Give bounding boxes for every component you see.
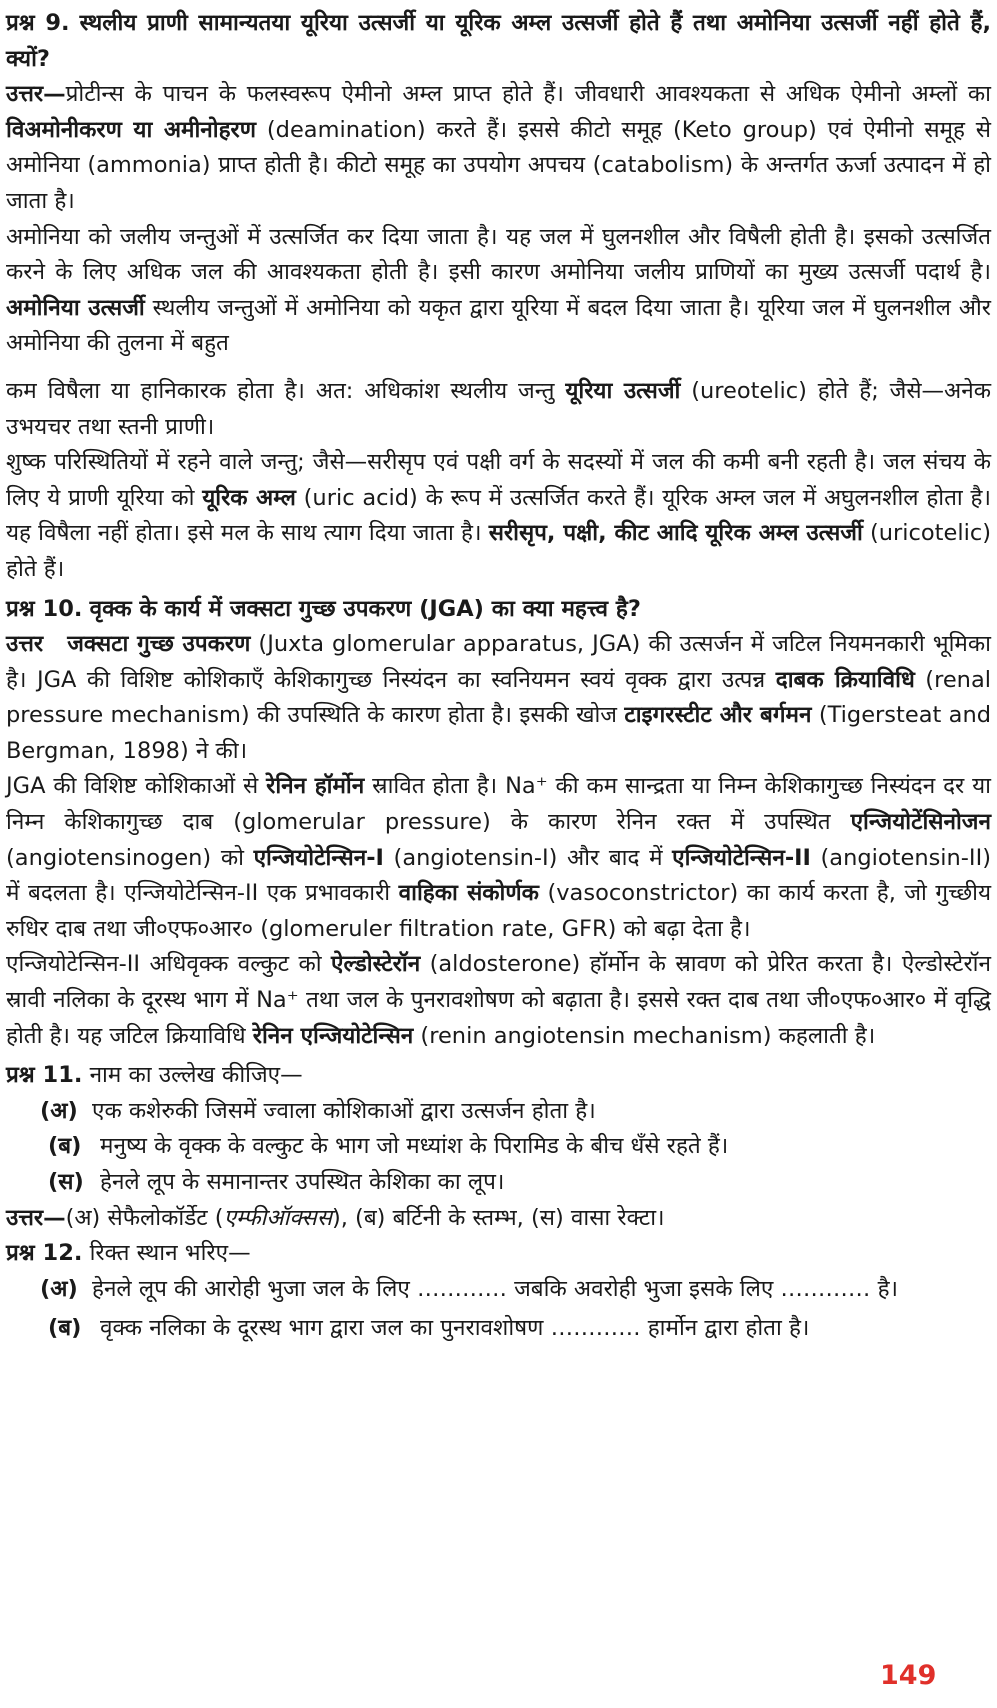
item-mark: (ब): [48, 1315, 82, 1342]
bold-term: यूरिक अम्ल: [202, 484, 296, 511]
text-run: (angiotensin-II) में बदलता है। एन्जियोटेन्सिन-II एक प्रभावकारी: [6, 844, 991, 907]
question-11-label: प्रश्न 11.: [6, 1062, 83, 1089]
text-run: एन्जियोटेन्सिन-II अधिवृक्क वल्कुट को: [6, 951, 332, 978]
item-mark: (अ): [40, 1275, 78, 1302]
item-text: मनुष्य के वृक्क के वल्कुट के भाग जो मध्यांश के पिरामिड के बीच धँसे रहते हैं।: [100, 1133, 729, 1160]
question-12: [6, 1236, 991, 1272]
question-10: [6, 592, 991, 628]
question-11-item-c: [6, 1165, 991, 1201]
text-run: JGA की विशिष्ट कोशिकाओं से: [6, 773, 267, 800]
bold-term: जक्सटा गुच्छ उपकरण: [67, 631, 251, 658]
item-mark: (अ): [40, 1097, 78, 1124]
text-run: (Juxta glomerular apparatus, JGA) की उत्सर्जन में जटिल नियमनकारी भूमिका है। JGA की विशिष्ट कोशिकाएँ केशिकागुच्छ निस्यंदन का स्वनियमन स्वयं वृक्क द्वारा उत्पन्न: [6, 631, 991, 693]
item-text: एक कशेरुकी जिसमें ज्वाला कोशिकाओं द्वारा उत्सर्जन होता है।: [92, 1097, 596, 1124]
text-run: (angiotensin-I) और बाद में: [383, 844, 673, 871]
question-9-text: स्थलीय प्राणी सामान्यतया यूरिया उत्सर्जी या यूरिक अम्ल उत्सर्जी होते हैं तथा अमोनिया उत्सर्जी नहीं होते हैं, क्यों?: [6, 10, 992, 72]
answer-10-para-1: [6, 627, 991, 769]
page-number: 149: [880, 1660, 937, 1691]
text-run: (aldosterone) हॉर्मोन के स्रावण को प्रेरित करता है। ऐल्डोस्टेरॉन स्रावी नलिका के दूरस्थ भाग में Na⁺ तथा जल के पुनरावशोषण को बढ़ाता है। इससे रक्त दाब तथा जी०एफ०आर० में वृद्धि होती है। यह जटिल क्रियाविधि: [6, 951, 991, 1049]
answer-11: [6, 1201, 991, 1237]
bold-term: दाबक क्रियाविधि: [775, 666, 915, 693]
answer-9-para-4: [6, 445, 991, 587]
bold-term: यूरिया उत्सर्जी: [565, 377, 681, 404]
text-run: कम विषैला या हानिकारक होता है। अत: अधिकांश स्थलीय जन्तु: [6, 377, 566, 404]
text-run: ), (ब) बर्टिनी के स्तम्भ, (स) वासा रेक्टा।: [331, 1204, 665, 1231]
text-run: (renin angiotensin mechanism) कहलाती है।: [413, 1022, 876, 1049]
text-run: अमोनिया को जलीय जन्तुओं में उत्सर्जित कर दिया जाता है। यह जल में घुलनशील और विषैली होती है। इसको उत्सर्जित करने के लिए अधिक जल की आवश्यकता होती है। इसी कारण अमोनिया जलीय प्राणियों का मुख्य उत्सर्जी पदार्थ है।: [6, 223, 991, 286]
answer-9-para-2: [6, 220, 991, 362]
bold-term: वाहिका संकोर्णक: [398, 880, 539, 907]
question-11: [6, 1058, 991, 1094]
question-11-item-b: [6, 1129, 991, 1165]
question-12-text: रिक्त स्थान भरिए—: [89, 1240, 251, 1267]
text-run: (angiotensinogen) को: [6, 844, 254, 871]
answer-10-para-2: [6, 769, 991, 947]
item-text: वृक्क नलिका के दूरस्थ भाग द्वारा जल का पुनरावशोषण ………… हार्मोन द्वारा होता है।: [100, 1315, 810, 1342]
text-run: (deamination) करते हैं। इससे कीटो समूह (Keto group) एवं ऐमीनो समूह से अमोनिया (ammonia) प्राप्त होती है। कीटो समूह का उपयोग अपचय (catabolism) के अन्तर्गत ऊर्जा उत्पादन में हो जाता है।: [6, 116, 991, 214]
text-run: स्रावित होता है। Na⁺ की कम सान्द्रता या निम्न केशिकागुच्छ निस्यंदन दर या निम्न केशिकागुच्छ दाब (glomerular pressure) के कारण रेनिन रक्त में उपस्थित: [6, 773, 992, 836]
bold-term: एन्जियोटेन्सिन-I: [253, 844, 384, 871]
question-10-label: प्रश्न 10.: [6, 595, 83, 622]
answer-9-para-1: [6, 77, 991, 219]
text-run: प्रोटीन्स के पाचन के फलस्वरूप ऐमीनो अम्ल प्राप्त होते हैं। जीवधारी आवश्यकता से अधिक ऐमीनो अम्लों का: [65, 81, 991, 108]
item-text: हेनले लूप की आरोही भुजा जल के लिए ………… जबकि अवरोही भुजा इसके लिए ………… है।: [92, 1275, 899, 1302]
answer-11-label: उत्तर—: [6, 1204, 66, 1231]
bold-term: विअमोनीकरण या अमीनोहरण: [6, 116, 257, 143]
bold-term: सरीसृप, पक्षी, कीट आदि यूरिक अम्ल उत्सर्जी: [488, 520, 863, 547]
bold-term: रेनिन हॉर्मोन: [266, 773, 365, 800]
text-run: (अ) सेफैलोकॉर्डेट (: [65, 1204, 224, 1231]
answer-10-para-3: [6, 947, 991, 1054]
bold-term: ऐल्डोस्टेरॉन: [331, 951, 421, 978]
question-12-label: प्रश्न 12.: [6, 1240, 83, 1267]
bold-term: एन्जियोटेंसिनोजन: [850, 809, 991, 836]
text-run: (uric acid) के रूप में उत्सर्जित करते हैं। यूरिक अम्ल जल में अघुलनशील होता है। यह विषैला नहीं होता। इसे मल के साथ त्याग दिया जाता है।: [6, 484, 991, 547]
bold-term: अमोनिया उत्सर्जी: [6, 294, 145, 321]
answer-9-label: उत्तर—: [6, 81, 66, 108]
question-11-text: नाम का उल्लेख कीजिए—: [89, 1062, 303, 1089]
bold-term: टाइगरस्टीट और बर्गमन: [624, 702, 812, 729]
page-content: [6, 6, 991, 1347]
question-11-item-a: [6, 1094, 991, 1130]
question-9-label: प्रश्न 9.: [6, 10, 70, 36]
question-12-item-a: [6, 1272, 991, 1308]
answer-10-label: उत्तर: [6, 631, 44, 658]
text-run: (Tigersteat and Bergman, 1898) ने की।: [6, 702, 991, 764]
answer-9-para-3: [6, 374, 991, 445]
item-text: हेनले लूप के समानान्तर उपस्थित केशिका का लूप।: [100, 1169, 505, 1195]
text-run: (uricotelic) होते हैं।: [6, 520, 991, 582]
question-12-item-b: [6, 1311, 991, 1347]
text-run: (ureotelic) होते हैं; जैसे—अनेक उभयचर तथा स्तनी प्राणी।: [6, 377, 991, 440]
text-run: शुष्क परिस्थितियों में रहने वाले जन्तु; जैसे—सरीसृप एवं पक्षी वर्ग के सदस्यों में जल की कमी बनी रहती है। जल संचय के लिए ये प्राणी यूरिया को: [6, 449, 991, 511]
item-mark: (स): [48, 1169, 84, 1195]
italic-term: एम्फीऑक्सस: [223, 1204, 332, 1231]
item-mark: (ब): [48, 1133, 82, 1160]
text-run: (vasoconstrictor) का कार्य करता है, जो गुच्छीय रुधिर दाब तथा जी०एफ०आर० (glomeruler filtration rate, GFR) को बढ़ा देता है।: [6, 880, 992, 942]
bold-term: एन्जियोटेन्सिन-II: [672, 844, 811, 871]
text-run: स्थलीय जन्तुओं में अमोनिया को यकृत द्वारा यूरिया में बदल दिया जाता है। यूरिया जल में घुलनशील और अमोनिया की तुलना में बहुत: [6, 294, 992, 357]
bold-term: रेनिन एन्जियोटेन्सिन: [252, 1022, 414, 1049]
question-10-text: वृक्क के कार्य में जक्सटा गुच्छ उपकरण (JGA) का क्या महत्त्व है?: [89, 595, 641, 622]
text-run: (renal pressure mechanism) की उपस्थिति के कारण होता है। इसकी खोज: [6, 666, 991, 729]
question-9: [6, 6, 991, 77]
